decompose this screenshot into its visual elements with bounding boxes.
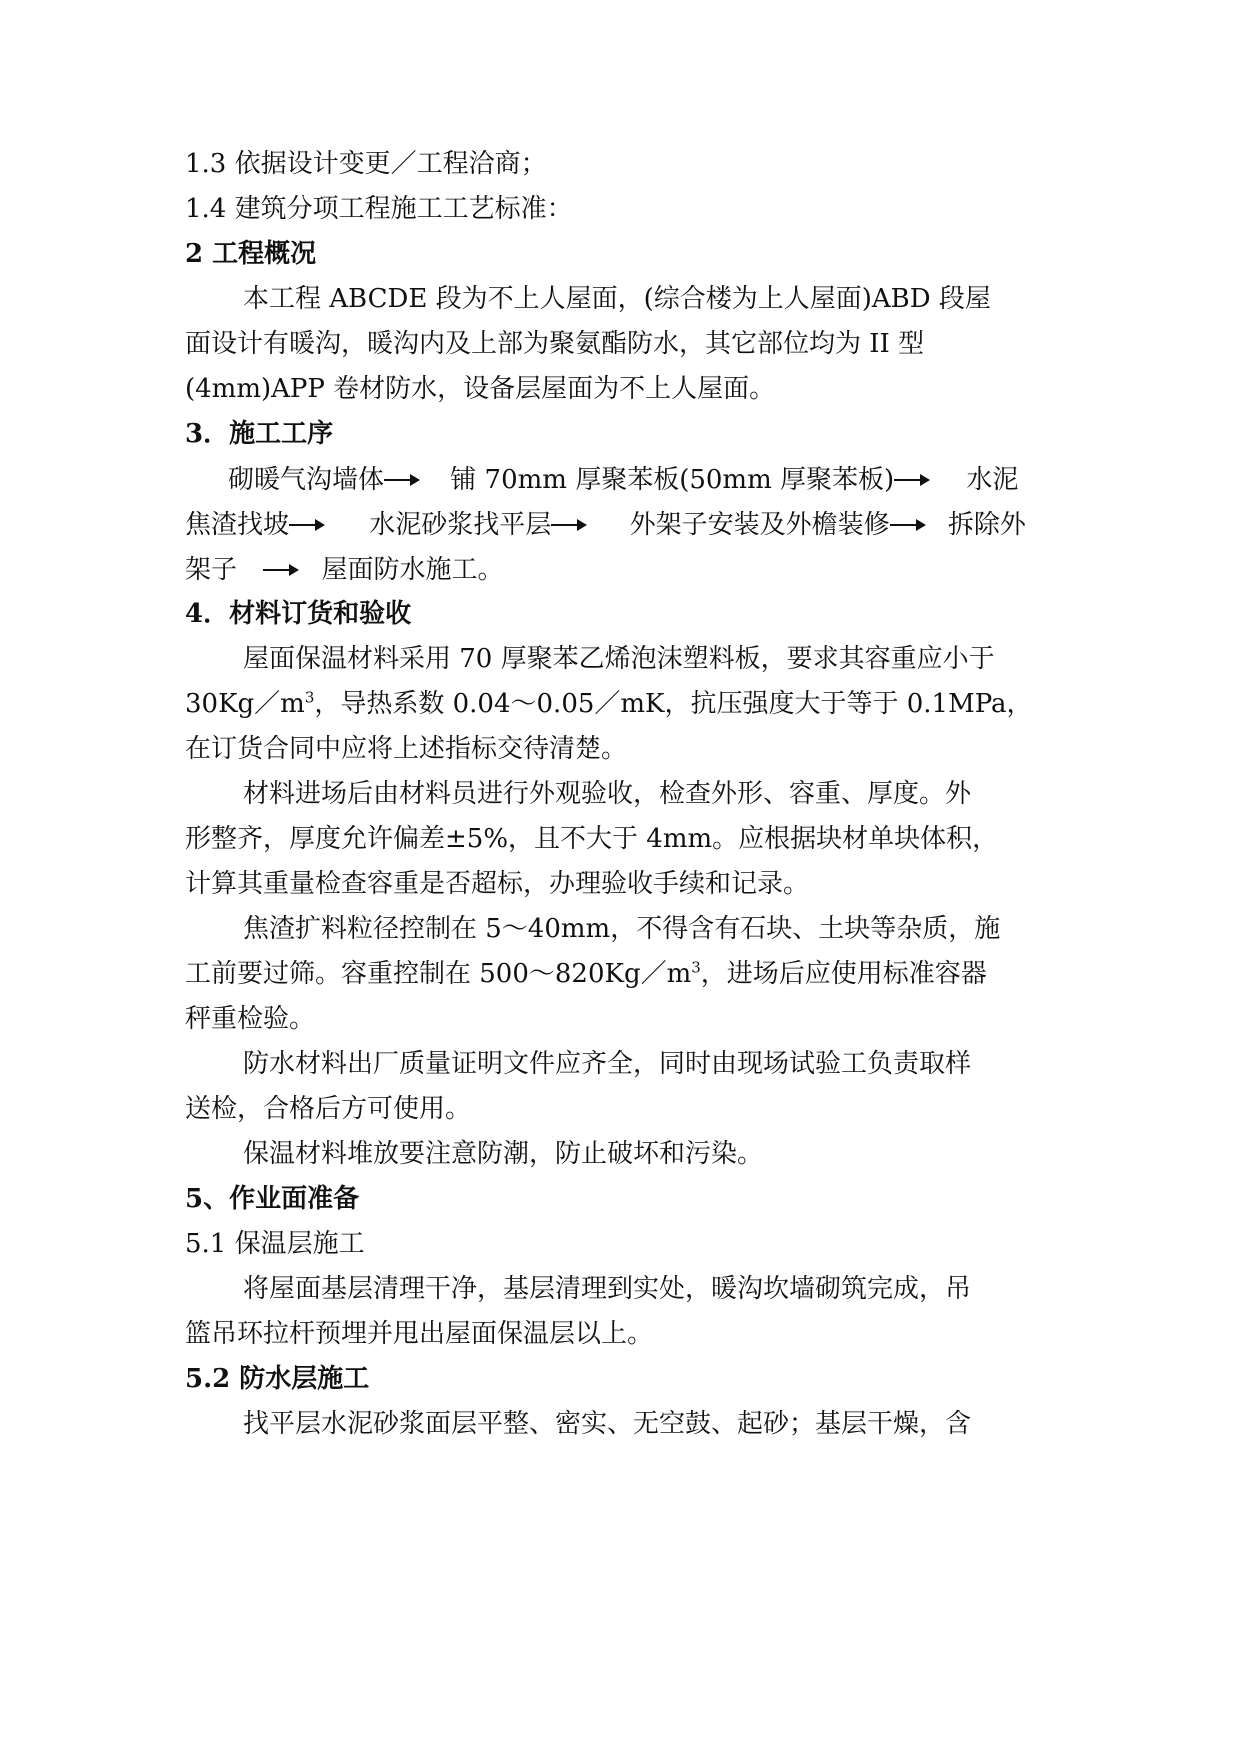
section-1-3: 1.3 依据设计变更／工程洽商； [185, 149, 547, 179]
paragraph-line: 篮吊环拉杆预埋并甩出屋面保温层以上。 [185, 1319, 654, 1349]
flow-step: 焦渣找坡 [185, 510, 290, 540]
arrow-right-icon [384, 474, 420, 486]
process-flow-line-1 [228, 462, 1018, 497]
flow-step: 水泥 [966, 465, 1019, 495]
flow-step: 拆除外 [947, 510, 1026, 540]
flow-step: 架子 [185, 555, 238, 585]
paragraph-line: 焦渣扩料粒径控制在 5～40mm，不得含有石块、土块等杂质，施 [243, 914, 1001, 944]
paragraph-line: 秤重检验。 [185, 1004, 316, 1034]
text-run: ，导热系数 0.04～0.05／mK，抗压强度大于等于 0.1MPa， [314, 689, 1033, 719]
paragraph-line: 计算其重量检查容重是否超标，办理验收手续和记录。 [185, 869, 810, 899]
heading-3: 3．施工工序 [185, 419, 334, 449]
arrow-right-icon [894, 474, 930, 486]
paragraph-line: 形整齐，厚度允许偏差±5%，且不大于 4mm。应根据块材单块体积， [185, 824, 999, 854]
arrow-right-icon [289, 519, 325, 531]
process-flow-line-2 [185, 507, 1026, 542]
text-run: 30Kg／m [185, 689, 305, 719]
heading-4: 4．材料订货和验收 [185, 599, 412, 629]
arrow-right-icon [890, 519, 926, 531]
flow-step: 水泥砂浆找平层 [369, 510, 552, 540]
arrow-right-icon [263, 564, 299, 576]
paragraph-line [185, 957, 987, 991]
section-1-4: 1.4 建筑分项工程施工工艺标准： [185, 194, 573, 224]
paragraph-line: 送检，合格后方可使用。 [185, 1094, 472, 1124]
paragraph-line: 面设计有暖沟，暖沟内及上部为聚氨酯防水，其它部位均为 II 型 [185, 329, 925, 359]
flow-step: 砌暖气沟墙体 [228, 465, 385, 495]
process-flow-line-3 [185, 552, 504, 587]
text-run: 工前要过筛。容重控制在 500～820Kg／m [185, 959, 692, 989]
flow-step: 铺 70mm 厚聚苯板(50mm 厚聚苯板) [450, 465, 895, 495]
heading-5: 5、作业面准备 [185, 1184, 360, 1214]
paragraph-line: (4mm)APP 卷材防水，设备层屋面为不上人屋面。 [185, 374, 776, 404]
paragraph-line: 在订货合同中应将上述指标交待清楚。 [185, 734, 628, 764]
flow-step: 外架子安装及外檐装修 [629, 510, 890, 540]
paragraph-line: 屋面保温材料采用 70 厚聚苯乙烯泡沫塑料板，要求其容重应小于 [243, 644, 995, 674]
paragraph-line: 将屋面基层清理干净，基层清理到实处，暖沟坎墙砌筑完成，吊 [243, 1274, 972, 1304]
text-run: ，进场后应使用标准容器 [700, 959, 987, 989]
paragraph-line: 本工程 ABCDE 段为不上人屋面，(综合楼为上人屋面)ABD 段屋 [243, 284, 991, 314]
superscript: 3 [304, 688, 315, 707]
paragraph-line: 材料进场后由材料员进行外观验收，检查外形、容重、厚度。外 [243, 779, 972, 809]
flow-step: 屋面防水施工。 [321, 555, 504, 585]
heading-2: 2 工程概况 [185, 239, 317, 269]
heading-5-2: 5.2 防水层施工 [185, 1364, 370, 1394]
superscript: 3 [691, 958, 701, 977]
section-5-1: 5.1 保温层施工 [185, 1229, 365, 1259]
paragraph-line: 保温材料堆放要注意防潮，防止破坏和污染。 [243, 1139, 764, 1169]
paragraph-line: 找平层水泥砂浆面层平整、密实、无空鼓、起砂；基层干燥，含 [243, 1409, 972, 1439]
paragraph-line [185, 687, 1033, 721]
arrow-right-icon [551, 519, 587, 531]
paragraph-line: 防水材料出厂质量证明文件应齐全，同时由现场试验工负责取样 [243, 1049, 972, 1079]
